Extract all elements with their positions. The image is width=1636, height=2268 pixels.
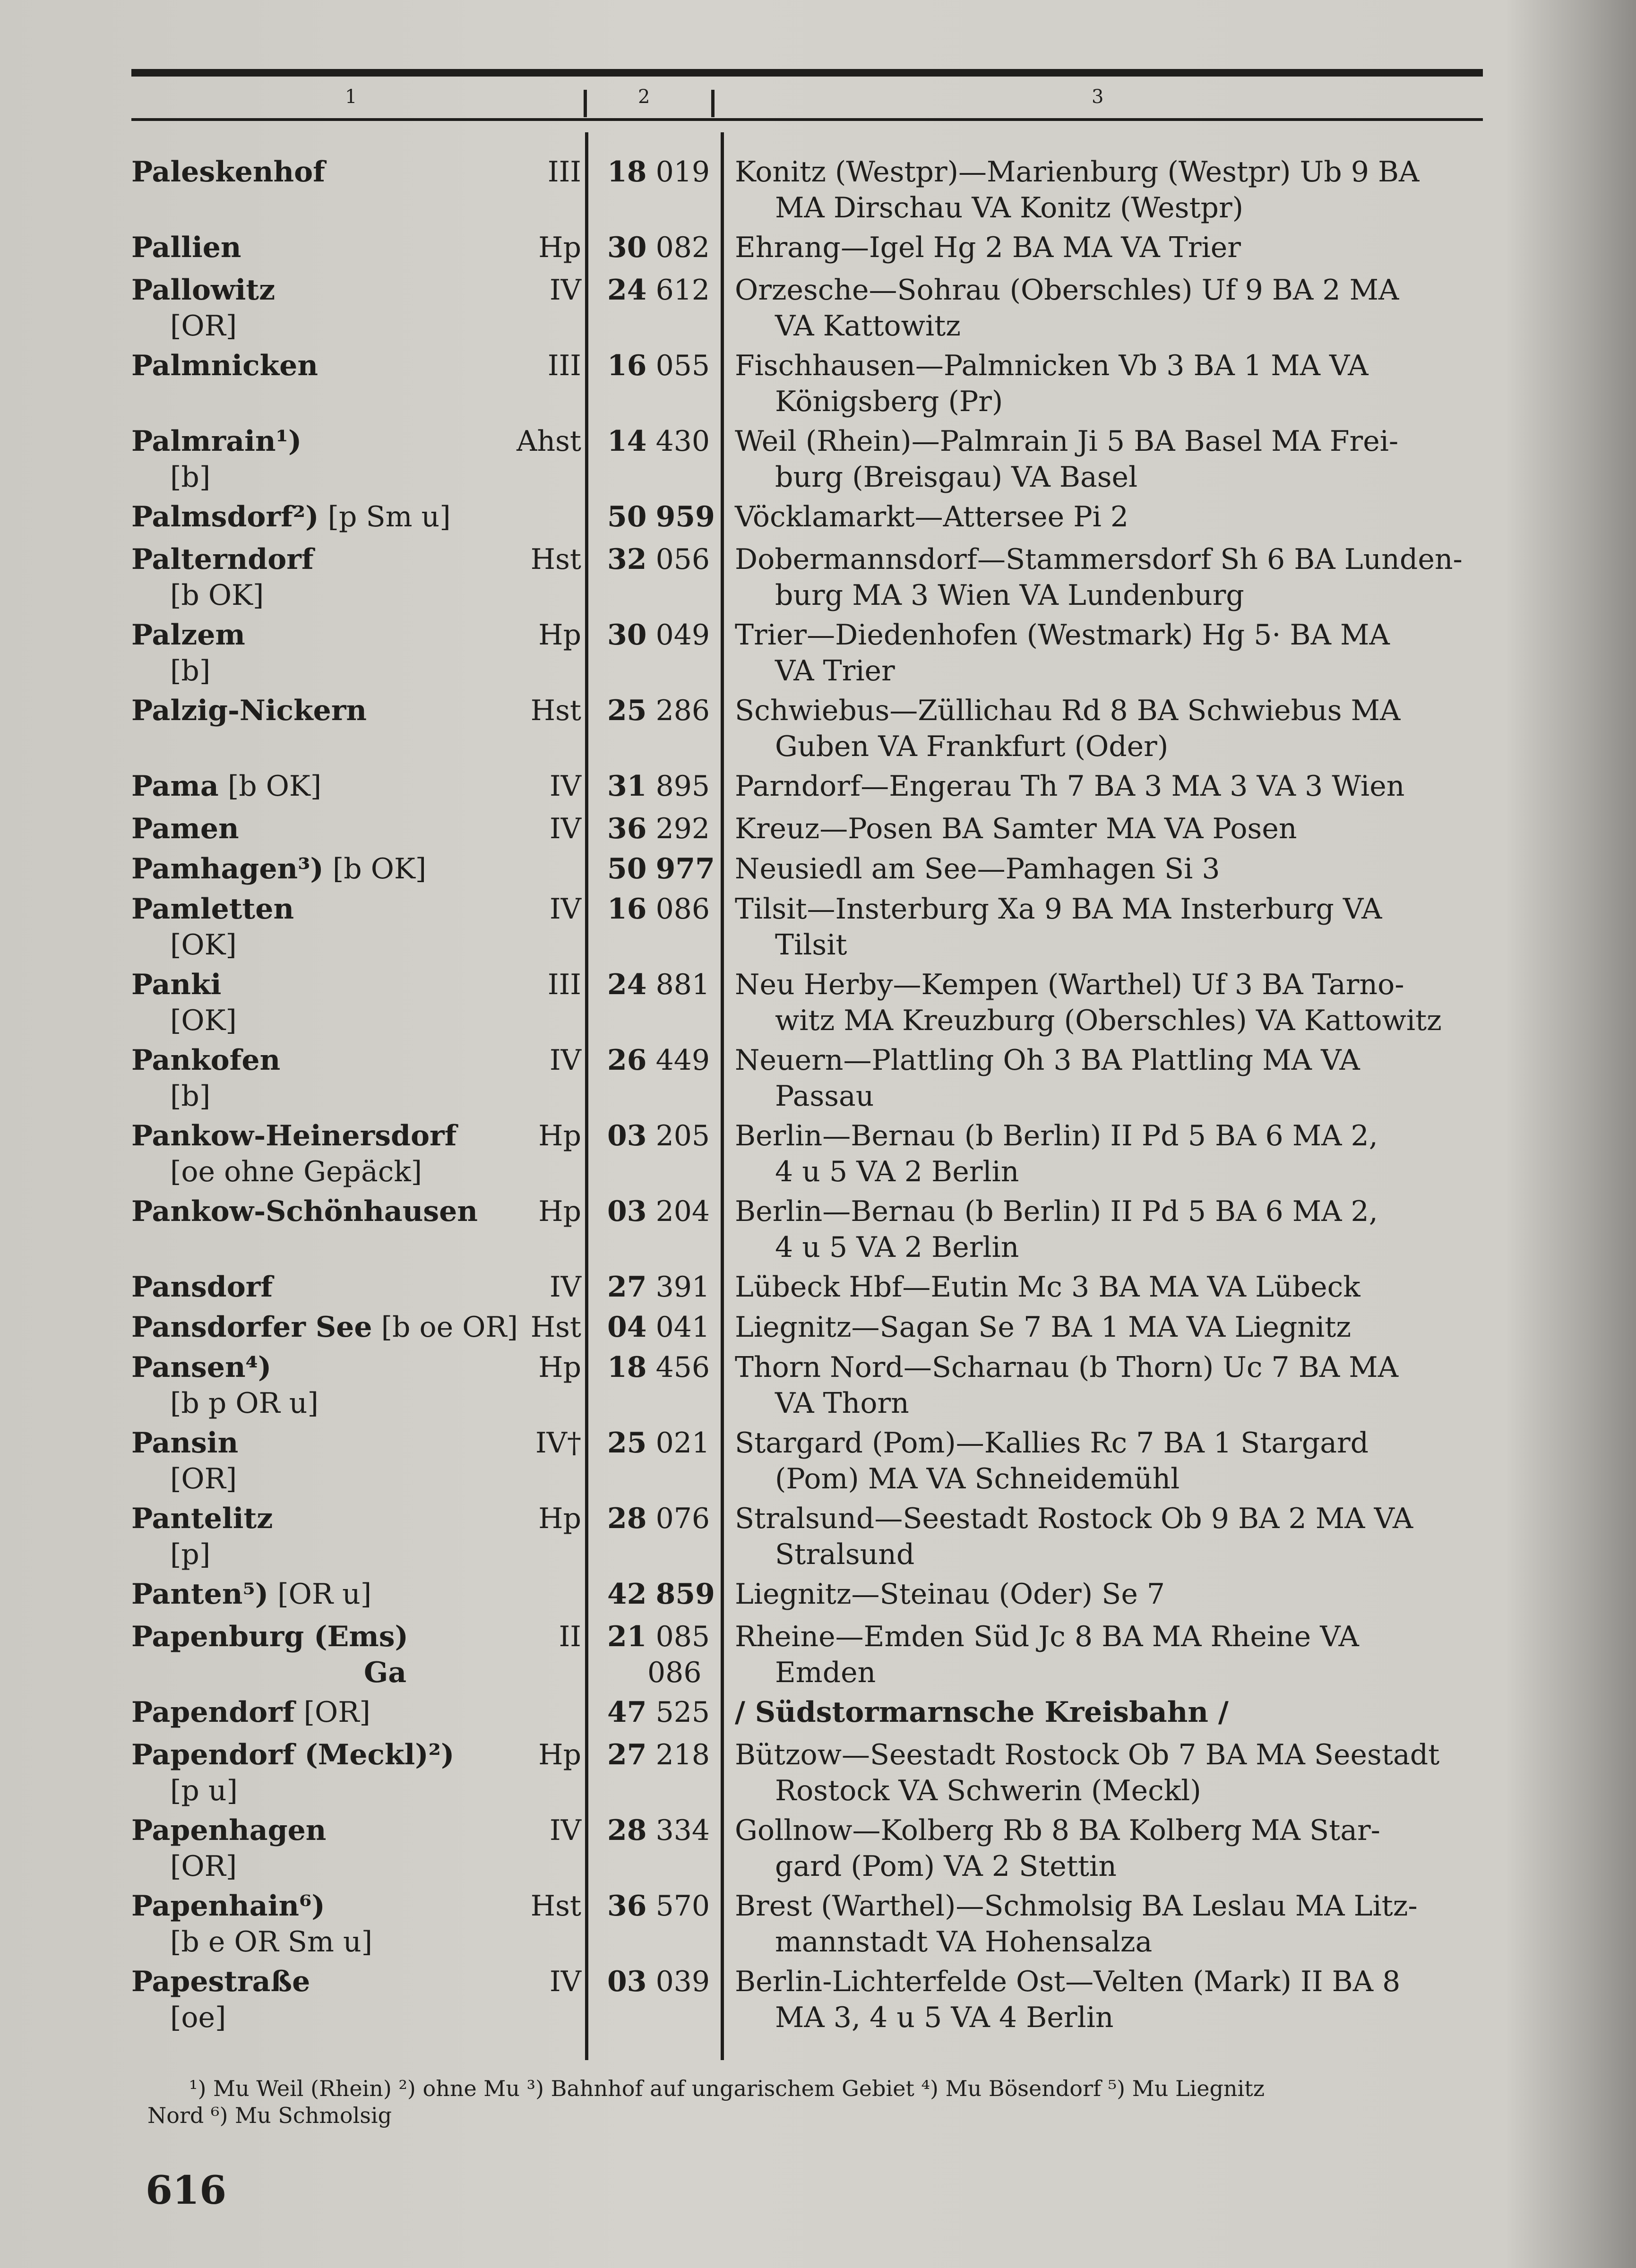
station-code-prefix: 50 bbox=[607, 500, 647, 533]
route-description-continued: MA 3, 4 u 5 VA 4 Berlin bbox=[775, 2001, 1114, 2034]
station-class: III bbox=[547, 349, 581, 382]
station-class: IV bbox=[549, 274, 581, 307]
station-class: IV bbox=[549, 770, 581, 803]
station-code-prefix: 50 bbox=[607, 852, 647, 885]
station-class: Hp bbox=[538, 1195, 581, 1228]
station-code-suffix: 086 bbox=[647, 1656, 702, 1689]
station-name bbox=[131, 1195, 478, 1228]
column-header-1: 1 bbox=[345, 86, 357, 108]
station-code-suffix: 039 bbox=[655, 1965, 710, 1998]
station-code-suffix: 570 bbox=[655, 1890, 710, 1923]
station-code-prefix: 03 bbox=[607, 1965, 647, 1998]
station-code-suffix: 076 bbox=[655, 1502, 710, 1535]
station-code-suffix: 612 bbox=[655, 274, 710, 307]
station-name-text: Pamen bbox=[131, 812, 239, 845]
station-annotation: [b OK] bbox=[170, 579, 264, 612]
station-annotation: [OK] bbox=[170, 928, 237, 962]
station-code bbox=[607, 1351, 710, 1384]
station-code-prefix: 24 bbox=[607, 274, 647, 307]
station-name-text: Pansen⁴) bbox=[131, 1351, 272, 1384]
station-name-text: Pamletten bbox=[131, 893, 294, 926]
route-description: Neu Herby—Kempen (Warthel) Uf 3 BA Tarno- bbox=[735, 968, 1404, 1001]
station-code bbox=[607, 1814, 710, 1847]
station-code-suffix: 019 bbox=[655, 155, 710, 189]
station-code-prefix: 03 bbox=[607, 1119, 647, 1152]
station-code bbox=[607, 350, 710, 382]
station-class: Hp bbox=[538, 231, 581, 264]
route-description-continued: mannstadt VA Hohensalza bbox=[775, 1925, 1153, 1959]
station-code-prefix: 31 bbox=[607, 770, 647, 803]
route-description: Lübeck Hbf—Eutin Mc 3 BA MA VA Lübeck bbox=[735, 1271, 1360, 1304]
station-name bbox=[131, 1427, 238, 1460]
station-annotation: [oe] bbox=[170, 2001, 226, 2034]
station-class: II bbox=[559, 1620, 581, 1653]
station-class: IV bbox=[549, 812, 581, 845]
route-description: Gollnow—Kolberg Rb 8 BA Kolberg MA Star- bbox=[735, 1814, 1380, 1847]
station-annotation: [p Sm u] bbox=[327, 500, 451, 533]
station-annotation: [oe ohne Gepäck] bbox=[170, 1155, 422, 1188]
station-code-suffix: 205 bbox=[655, 1119, 710, 1152]
route-description-continued: 4 u 5 VA 2 Berlin bbox=[775, 1155, 1019, 1188]
station-name bbox=[131, 425, 301, 458]
station-name bbox=[131, 1814, 326, 1847]
header-divider bbox=[711, 90, 715, 117]
footnotes-line-2: Nord ⁶) Mu Schmolsig bbox=[147, 2103, 392, 2128]
station-code-prefix: 21 bbox=[607, 1620, 647, 1653]
station-class: Hst bbox=[530, 694, 581, 727]
route-description: Weil (Rhein)—Palmrain Ji 5 BA Basel MA Frei- bbox=[735, 425, 1399, 458]
station-name-text: Pantelitz bbox=[131, 1502, 273, 1535]
route-description: Parndorf—Engerau Th 7 BA 3 MA 3 VA 3 Wien bbox=[735, 770, 1405, 803]
station-class: Hst bbox=[530, 1311, 581, 1344]
station-code-prefix: 27 bbox=[607, 1271, 647, 1304]
station-code-prefix: 14 bbox=[607, 425, 647, 458]
station-name bbox=[131, 1739, 454, 1771]
station-code bbox=[607, 1621, 710, 1653]
station-name bbox=[131, 543, 314, 576]
station-name bbox=[131, 1271, 273, 1304]
station-annotation: [b OK] bbox=[332, 852, 427, 885]
station-code-prefix: 42 bbox=[607, 1578, 647, 1611]
route-description: / Südstormarnsche Kreisbahn / bbox=[735, 1696, 1229, 1729]
route-description: Berlin-Lichterfelde Ost—Velten (Mark) II BA 8 bbox=[735, 1965, 1401, 1998]
station-code-prefix: 25 bbox=[607, 1426, 647, 1460]
station-code bbox=[607, 1195, 710, 1228]
station-name-text: Panten⁵) bbox=[131, 1578, 269, 1611]
route-description-continued: Emden bbox=[775, 1656, 876, 1689]
station-name bbox=[131, 1966, 310, 1998]
station-code-prefix: 03 bbox=[607, 1195, 647, 1228]
station-code bbox=[607, 770, 710, 803]
station-class: IV† bbox=[535, 1426, 581, 1460]
station-name-text: Pankow-Schönhausen bbox=[131, 1195, 478, 1228]
station-name bbox=[131, 1621, 408, 1653]
route-description: Fischhausen—Palmnicken Vb 3 BA 1 MA VA bbox=[735, 349, 1369, 382]
station-code-suffix: 085 bbox=[655, 1620, 710, 1653]
station-name-text: Palzem bbox=[131, 619, 245, 652]
station-code bbox=[607, 1427, 710, 1460]
route-description-continued: burg (Breisgau) VA Basel bbox=[775, 461, 1138, 494]
route-description: Thorn Nord—Scharnau (b Thorn) Uc 7 BA MA bbox=[735, 1351, 1399, 1384]
station-class: Hp bbox=[538, 1502, 581, 1535]
route-description: Trier—Diedenhofen (Westmark) Hg 5· BA MA bbox=[735, 619, 1390, 652]
station-code bbox=[607, 1739, 710, 1771]
station-code-prefix: 32 bbox=[607, 543, 647, 576]
route-description-continued: witz MA Kreuzburg (Oberschles) VA Kattowitz bbox=[775, 1004, 1442, 1037]
station-code bbox=[607, 619, 710, 652]
station-code bbox=[607, 1120, 710, 1152]
route-description: Bützow—Seestadt Rostock Ob 7 BA MA Seestadt bbox=[735, 1738, 1440, 1771]
station-annotation: [p u] bbox=[170, 1774, 238, 1807]
station-code-prefix: 47 bbox=[607, 1696, 647, 1729]
station-name-text: Palzig-Nickern bbox=[131, 694, 367, 727]
station-code bbox=[607, 274, 710, 307]
station-name-text: Palmnicken bbox=[131, 349, 318, 382]
station-class: III bbox=[547, 155, 581, 189]
route-description: Rheine—Emden Süd Jc 8 BA MA Rheine VA bbox=[735, 1620, 1359, 1653]
station-annotation: [b e OR Sm u] bbox=[170, 1925, 373, 1959]
station-code-prefix: 30 bbox=[607, 619, 647, 652]
station-name bbox=[131, 1578, 371, 1611]
station-code bbox=[607, 501, 715, 533]
station-code bbox=[607, 232, 710, 264]
station-name-text: Panki bbox=[131, 968, 222, 1001]
station-annotation: [b p OR u] bbox=[170, 1387, 319, 1420]
station-code-suffix: 334 bbox=[655, 1814, 710, 1847]
station-code-suffix: 430 bbox=[655, 425, 710, 458]
station-code-prefix: 25 bbox=[607, 694, 647, 727]
station-code-suffix: 021 bbox=[655, 1426, 710, 1460]
station-name-text: Pankofen bbox=[131, 1044, 281, 1077]
station-code-suffix: 391 bbox=[655, 1271, 710, 1304]
station-class: Hp bbox=[538, 1351, 581, 1384]
station-name bbox=[131, 1311, 518, 1344]
station-name-text: Papendorf (Meckl)²) bbox=[131, 1738, 455, 1771]
station-code-suffix: 449 bbox=[655, 1044, 710, 1077]
route-description: Liegnitz—Sagan Se 7 BA 1 MA VA Liegnitz bbox=[735, 1311, 1351, 1344]
route-description-continued: Rostock VA Schwerin (Meckl) bbox=[775, 1774, 1201, 1807]
station-name-text: Paleskenhof bbox=[131, 155, 325, 189]
station-name-text: Pamhagen³) bbox=[131, 852, 324, 885]
station-class: IV bbox=[549, 893, 581, 926]
station-code-suffix: 056 bbox=[655, 543, 710, 576]
route-description: Neusiedl am See—Pamhagen Si 3 bbox=[735, 852, 1220, 885]
station-code-suffix: 082 bbox=[655, 231, 710, 264]
station-name bbox=[131, 156, 325, 189]
station-code bbox=[607, 893, 710, 926]
station-code-suffix: 086 bbox=[655, 893, 710, 926]
station-name bbox=[131, 695, 367, 727]
station-code bbox=[607, 1696, 710, 1729]
footnotes-line-1: ¹) Mu Weil (Rhein) ²) ohne Mu ³) Bahnhof auf ungarischem Gebiet ⁴) Mu Bösendorf ⁵) Mu Liegnitz bbox=[189, 2076, 1265, 2101]
station-class: IV bbox=[549, 1965, 581, 1998]
station-code-prefix: 28 bbox=[607, 1814, 647, 1847]
station-class: Hp bbox=[538, 1119, 581, 1152]
route-description-continued: Tilsit bbox=[775, 928, 847, 962]
station-annotation: [b] bbox=[170, 654, 211, 687]
station-name bbox=[131, 1696, 370, 1729]
station-code bbox=[607, 1966, 710, 1998]
station-code-suffix: 041 bbox=[655, 1311, 710, 1344]
route-description: Tilsit—Insterburg Xa 9 BA MA Insterburg VA bbox=[735, 893, 1382, 926]
column-header-2: 2 bbox=[638, 86, 650, 108]
station-class: IV bbox=[549, 1271, 581, 1304]
station-code bbox=[607, 813, 710, 845]
station-name-text: Pallien bbox=[131, 231, 241, 264]
station-annotation: [p] bbox=[170, 1538, 211, 1571]
header-divider bbox=[584, 90, 587, 117]
station-name-text: Pansin bbox=[131, 1426, 239, 1460]
station-code bbox=[607, 1044, 710, 1077]
station-annotation: [OR] bbox=[170, 1850, 237, 1883]
station-annotation: [b] bbox=[170, 461, 211, 494]
route-description-continued: (Pom) MA VA Schneidemühl bbox=[775, 1462, 1180, 1495]
station-name-text: Papestraße bbox=[131, 1965, 310, 1998]
station-code-suffix: 959 bbox=[655, 500, 715, 533]
route-description: Konitz (Westpr)—Marienburg (Westpr) Ub 9 BA bbox=[735, 155, 1420, 189]
station-class: Hp bbox=[538, 1738, 581, 1771]
station-code bbox=[607, 1311, 710, 1344]
station-name-text: Pama bbox=[131, 770, 219, 803]
station-annotation: [OK] bbox=[170, 1004, 237, 1037]
station-annotation: Ga bbox=[364, 1656, 407, 1689]
station-class: Ahst bbox=[517, 425, 581, 458]
station-code-suffix: 292 bbox=[655, 812, 710, 845]
station-code bbox=[607, 1271, 710, 1304]
station-name bbox=[131, 770, 321, 803]
route-description: Stralsund—Seestadt Rostock Ob 9 BA 2 MA VA bbox=[735, 1502, 1413, 1535]
station-code-suffix: 525 bbox=[655, 1696, 710, 1729]
station-code-prefix: 16 bbox=[607, 349, 647, 382]
station-class: Hst bbox=[530, 543, 581, 576]
station-class: Hp bbox=[538, 619, 581, 652]
column-divider bbox=[585, 132, 588, 2060]
station-code-prefix: 26 bbox=[607, 1044, 647, 1077]
station-code-suffix: 286 bbox=[655, 694, 710, 727]
station-name bbox=[131, 813, 239, 845]
station-name bbox=[131, 232, 241, 264]
station-code-prefix: 24 bbox=[607, 968, 647, 1001]
station-code bbox=[607, 1890, 710, 1923]
route-description-continued: Königsberg (Pr) bbox=[775, 385, 1003, 418]
route-description-continued: 4 u 5 VA 2 Berlin bbox=[775, 1231, 1019, 1264]
route-description: Liegnitz—Steinau (Oder) Se 7 bbox=[735, 1578, 1165, 1611]
route-description: Schwiebus—Züllichau Rd 8 BA Schwiebus MA bbox=[735, 694, 1401, 727]
station-code-suffix: 881 bbox=[655, 968, 710, 1001]
route-description: Vöcklamarkt—Attersee Pi 2 bbox=[735, 500, 1129, 533]
station-name bbox=[131, 1503, 273, 1535]
station-annotation: [OR] bbox=[170, 309, 237, 343]
station-code-suffix: 456 bbox=[655, 1351, 710, 1384]
station-code-suffix: 204 bbox=[655, 1195, 710, 1228]
station-code bbox=[607, 853, 715, 885]
station-code-prefix: 28 bbox=[607, 1502, 647, 1535]
route-description-continued: burg MA 3 Wien VA Lundenburg bbox=[775, 579, 1244, 612]
station-class: IV bbox=[549, 1044, 581, 1077]
station-code-prefix: 18 bbox=[607, 1351, 647, 1384]
station-name bbox=[131, 619, 245, 652]
station-code bbox=[607, 969, 710, 1001]
route-description-continued: Passau bbox=[775, 1080, 874, 1113]
station-code-suffix: 055 bbox=[655, 349, 710, 382]
station-code-prefix: 18 bbox=[607, 155, 647, 189]
station-code bbox=[607, 1503, 710, 1535]
station-name-text: Pankow-Heinersdorf bbox=[131, 1119, 457, 1152]
route-description: Kreuz—Posen BA Samter MA VA Posen bbox=[735, 812, 1297, 845]
station-code-suffix: 859 bbox=[655, 1578, 715, 1611]
station-annotation: [OR] bbox=[170, 1462, 237, 1495]
station-name bbox=[131, 893, 294, 926]
station-code-prefix: 36 bbox=[607, 812, 647, 845]
route-description-continued: gard (Pom) VA 2 Stettin bbox=[775, 1850, 1117, 1883]
route-description-continued: MA Dirschau VA Konitz (Westpr) bbox=[775, 191, 1244, 224]
top-rule bbox=[131, 69, 1483, 77]
station-code-suffix: 895 bbox=[655, 770, 710, 803]
route-description-continued: VA Trier bbox=[775, 654, 895, 687]
station-name-text: Palterndorf bbox=[131, 543, 314, 576]
route-description: Brest (Warthel)—Schmolsig BA Leslau MA Litz- bbox=[735, 1890, 1418, 1923]
station-code-prefix: 36 bbox=[607, 1890, 647, 1923]
station-code bbox=[607, 156, 710, 189]
route-description: Ehrang—Igel Hg 2 BA MA VA Trier bbox=[735, 231, 1241, 264]
station-annotation: [b OK] bbox=[227, 770, 322, 803]
station-class: III bbox=[547, 968, 581, 1001]
station-name-text: Papenburg (Ems) bbox=[131, 1620, 408, 1653]
station-name-text: Pansdorf bbox=[131, 1271, 273, 1304]
station-annotation: [b oe OR] bbox=[381, 1311, 518, 1344]
station-name bbox=[131, 1890, 325, 1923]
station-code-prefix: 16 bbox=[607, 893, 647, 926]
station-code bbox=[607, 543, 710, 576]
station-class: IV bbox=[549, 1814, 581, 1847]
station-code bbox=[607, 425, 710, 458]
station-code-prefix: 30 bbox=[607, 231, 647, 264]
station-annotation: [b] bbox=[170, 1080, 211, 1113]
column-header-3: 3 bbox=[1092, 86, 1104, 108]
route-description: Dobermannsdorf—Stammersdorf Sh 6 BA Lunden- bbox=[735, 543, 1463, 576]
route-description: Berlin—Bernau (b Berlin) II Pd 5 BA 6 MA 2, bbox=[735, 1119, 1378, 1152]
station-name bbox=[131, 853, 426, 885]
station-name-text: Palmsdorf²) bbox=[131, 500, 319, 533]
column-divider bbox=[721, 132, 724, 2060]
station-name bbox=[131, 501, 451, 533]
station-class: Hst bbox=[530, 1890, 581, 1923]
station-name-text: Palmrain¹) bbox=[131, 425, 302, 458]
station-code-suffix: 977 bbox=[655, 852, 715, 885]
header-rule bbox=[131, 118, 1483, 121]
route-description: Stargard (Pom)—Kallies Rc 7 BA 1 Stargard bbox=[735, 1426, 1369, 1460]
station-name-text: Papenhagen bbox=[131, 1814, 327, 1847]
station-code-suffix: 049 bbox=[655, 619, 710, 652]
station-name bbox=[131, 1120, 456, 1152]
station-annotation: [OR] bbox=[303, 1696, 370, 1729]
station-name-text: Pallowitz bbox=[131, 274, 276, 307]
station-name bbox=[131, 969, 221, 1001]
route-description-continued: Stralsund bbox=[775, 1538, 915, 1571]
station-name bbox=[131, 350, 318, 382]
station-name-text: Pansdorfer See bbox=[131, 1311, 372, 1344]
page-number: 616 bbox=[146, 2168, 227, 2213]
station-name bbox=[131, 274, 275, 307]
station-code-prefix: 27 bbox=[607, 1738, 647, 1771]
station-code bbox=[607, 1578, 715, 1611]
station-name bbox=[131, 1351, 271, 1384]
station-name-text: Papendorf bbox=[131, 1696, 295, 1729]
station-code-prefix: 04 bbox=[607, 1311, 647, 1344]
route-description-continued: VA Thorn bbox=[775, 1387, 909, 1420]
station-annotation: [OR u] bbox=[277, 1578, 372, 1611]
route-description: Neuern—Plattling Oh 3 BA Plattling MA VA bbox=[735, 1044, 1360, 1077]
route-description: Orzesche—Sohrau (Oberschles) Uf 9 BA 2 MA bbox=[735, 274, 1399, 307]
station-code-suffix: 218 bbox=[655, 1738, 710, 1771]
route-description: Berlin—Bernau (b Berlin) II Pd 5 BA 6 MA 2, bbox=[735, 1195, 1378, 1228]
route-description-continued: VA Kattowitz bbox=[775, 309, 961, 343]
station-name bbox=[131, 1044, 280, 1077]
station-code bbox=[607, 695, 710, 727]
route-description-continued: Guben VA Frankfurt (Oder) bbox=[775, 730, 1169, 763]
station-name-text: Papenhain⁶) bbox=[131, 1890, 325, 1923]
